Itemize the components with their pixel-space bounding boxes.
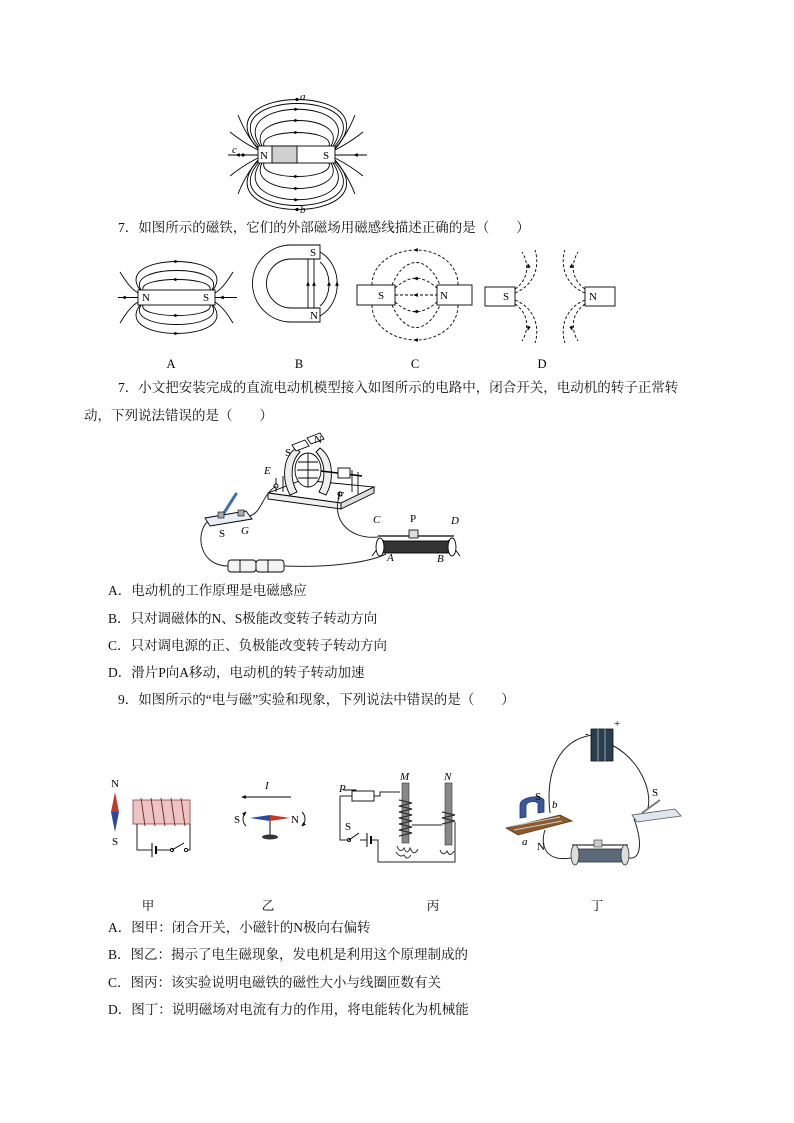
motor-circuit-figure	[201, 433, 460, 572]
fig-d-s-label: S	[503, 291, 510, 303]
rheostat-c-label: C	[373, 514, 381, 526]
bing-m-label: M	[400, 771, 410, 783]
switch-g-label: G	[241, 525, 249, 537]
rheostat-d-label: D	[451, 515, 459, 527]
point-a-label: a	[300, 91, 306, 103]
q9-option-b[interactable]: B．图乙：揭示了电生磁现象，发电机是利用这个原理制成的	[108, 947, 469, 962]
q9-stem: 9．如图所示的“电与磁”实验和现象，下列说法中错误的是（ ）	[118, 692, 515, 707]
jia-caption: 甲	[141, 899, 155, 913]
q9-figure-ding	[506, 718, 681, 913]
fig-a-n-label: N	[142, 292, 150, 304]
yi-s-label: S	[233, 814, 241, 826]
q7b-option-a[interactable]: A．电动机的工作原理是电磁感应	[108, 583, 307, 598]
fig-a-caption: A	[166, 357, 176, 371]
motor-f-label: F	[337, 490, 344, 502]
ding-minus-label: -	[585, 728, 589, 740]
ding-switch-s-label: S	[652, 787, 659, 799]
q7b-option-c[interactable]: C．只对调电源的正、负极能改变转子转动方向	[108, 638, 388, 653]
bar-magnet-s-label: S	[323, 150, 330, 162]
fig-a-s-label: S	[203, 292, 210, 304]
q9-option-d[interactable]: D．图丁：说明磁场对电流有力的作用，将电能转化为机械能	[108, 1002, 469, 1017]
yi-caption: 乙	[261, 899, 275, 913]
fig-b-n-label: N	[310, 310, 318, 322]
fig-b-caption: B	[294, 357, 304, 371]
point-b-label: b	[300, 204, 306, 216]
ding-caption: 丁	[590, 899, 604, 913]
point-c-label: c	[232, 144, 237, 156]
fig-c-s-label: S	[378, 290, 385, 302]
q7b-stem-line2: 动，下列说法错误的是（ ）	[84, 408, 273, 423]
q7b-stem-line1: 7．小文把安装完成的直流电动机模型接入如图所示的电路中，闭合开关，电动机的转子正常转	[118, 380, 679, 395]
bar-magnet-n-label: N	[260, 150, 268, 162]
motor-s-label: S	[285, 447, 292, 459]
q7-figure-d	[485, 250, 615, 371]
bing-s-label: S	[345, 821, 352, 833]
q9-figure-jia	[111, 778, 190, 913]
bing-caption: 丙	[426, 899, 440, 913]
ding-n-label: N	[537, 841, 545, 853]
fig-c-caption: C	[410, 357, 420, 371]
rheostat-a-label: A	[387, 552, 394, 564]
ding-plus-label: +	[614, 718, 621, 730]
jia-s-label: S	[111, 836, 119, 848]
jia-n-label: N	[111, 778, 119, 790]
q9-option-a[interactable]: A．图甲：闭合开关，小磁针的N极向右偏转	[108, 920, 371, 935]
q7b-option-b[interactable]: B．只对调磁体的N、S极能改变转子转动方向	[108, 611, 378, 626]
q7-figure-a	[118, 262, 237, 372]
rheostat-p-label: P	[410, 513, 417, 525]
yi-current-label: I	[265, 780, 269, 792]
q7-stem: 7．如图所示的磁铁，它们的外部磁场用磁感线描述正确的是（ ）	[118, 220, 530, 235]
rheostat-b-label: B	[437, 553, 444, 565]
bing-p-label: P	[339, 783, 346, 795]
q9-figure-bing	[338, 771, 455, 913]
ding-a-label: a	[522, 836, 528, 848]
fig-d-caption: D	[537, 357, 547, 371]
q7b-option-d[interactable]: D．滑片P向A移动，电动机的转子转动加速	[108, 665, 365, 680]
motor-e-label: E	[264, 465, 271, 477]
q7-figure-c	[357, 250, 472, 371]
q7-figure-b	[253, 245, 338, 371]
fig-c-n-label: N	[440, 290, 448, 302]
fig-d-n-label: N	[589, 291, 597, 303]
bing-n-label: N	[444, 771, 452, 783]
ding-s-label: S	[535, 791, 542, 803]
yi-n-label: N	[291, 814, 299, 826]
switch-s-label: S	[219, 528, 226, 540]
motor-n-label: N	[314, 434, 322, 446]
bar-magnet-field-figure	[228, 91, 367, 216]
q9-option-c[interactable]: C．图丙：该实验说明电磁铁的磁性大小与线圈匝数有关	[108, 975, 442, 990]
q9-figure-yi	[234, 780, 305, 913]
fig-b-s-label: S	[310, 247, 317, 259]
ding-b-label: b	[552, 799, 558, 811]
